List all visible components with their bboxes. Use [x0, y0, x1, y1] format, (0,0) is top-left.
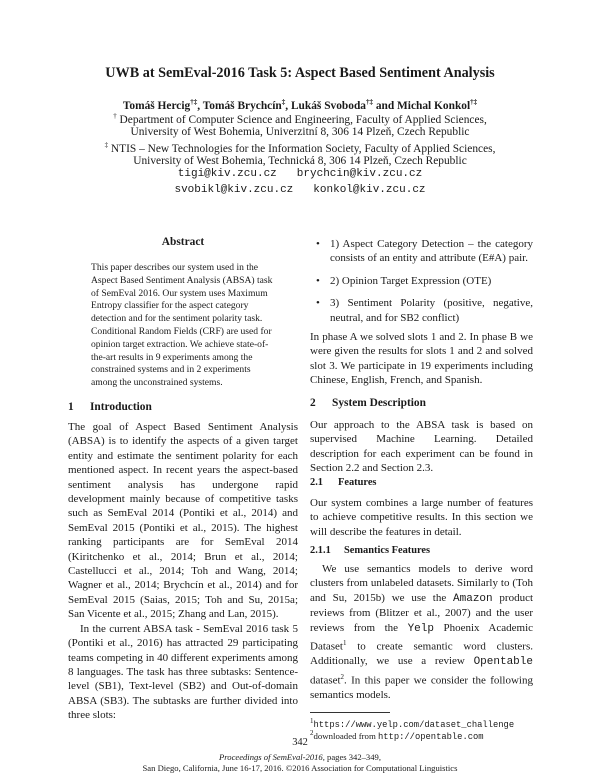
author-mark: †‡ [365, 98, 373, 106]
section-1-body [68, 420, 298, 723]
author-name: Tomáš Brychcín [202, 99, 282, 112]
section-2-body: Our approach to the ABSA task is based on supervised Machine Learning. Detailed description for each experiment can be found in Section 2.2 and Section 2.3. [310, 419, 533, 475]
author-name: Lukáš Svoboda [290, 99, 366, 112]
slot-list [310, 237, 533, 325]
author-mark: †‡ [190, 98, 198, 106]
affiliation-2-line2: University of West Bohemia, Technická 8, 306 14 Plzeň, Czech Republic [133, 155, 467, 167]
affiliation-2-line1: ‡ NTIS – New Technologies for the Information Society, Faculty of Applied Sciences, [104, 141, 496, 155]
author-name: Michal Konkol [397, 99, 471, 112]
footer-line-2: San Diego, California, June 16-17, 2016. ©2016 Association for Computational Linguistics [142, 763, 458, 773]
page-number: 342 [292, 737, 308, 748]
affiliation-1-line2: University of West Bohemia, Univerzitní 8, 306 14 Plzeň, Czech Republic [130, 126, 470, 138]
dataset-name: Amazon [453, 592, 493, 605]
paragraph: In the current ABSA task - SemEval 2016 task 5 (Pontiki et al., 2016) has attracted 29 participating teams competing in 40 different experiments among 8 languages. The task has three subtasks: Sentence-level (SB1), Text-level (SB2) and Out-of-domain ABSA (SB3). The subtasks are further divided into three slots: [68, 622, 298, 722]
author-mark: †‡ [470, 98, 478, 106]
author-list: Tomáš Hercig†‡, Tomáš Brychcín‡, Lukáš Svoboda†‡ and Michal Konkol†‡ [122, 98, 478, 112]
section-2-1-1-heading: 2.1.1 Semantics Features [310, 545, 431, 556]
email-row-2 [0, 184, 600, 196]
abstract-text: This paper describes our system used in the Aspect Based Sentiment Analysis (ABSA) task of SemEval 2016. Our system uses Maximum Entropy classifier for the aspect category detection and for the sentiment polarity task. Conditional Random Fields (CRF) are used for opinion target extraction. We achieve state-of-the-art results in 9 experiments among the constrained systems and in 2 experiments among the unconstrained systems. [91, 262, 273, 389]
email: tigi@kiv.zcu.cz [177, 168, 277, 180]
email: svobikl@kiv.zcu.cz [174, 184, 294, 196]
dataset-name: Yelp [407, 622, 434, 635]
section-2-1-body: Our system combines a large number of features to achieve competitive results. In this section we will describe the features in detail. [310, 497, 533, 538]
abstract-heading: Abstract [161, 236, 205, 248]
email: brychcin@kiv.zcu.cz [296, 168, 423, 180]
footnote-1: $^1$https://www.yelp.com/dataset_challenge [310, 717, 515, 730]
author-mark: ‡ [281, 98, 286, 106]
author-name: Tomáš Hercig [122, 99, 191, 112]
list-item: • 2) Opinion Target Expression (OTE) [316, 274, 492, 287]
section-2-heading: 2 System Description [310, 397, 426, 409]
email: konkol@kiv.zcu.cz [313, 184, 426, 196]
paragraph: The goal of Aspect Based Sentiment Analysis (ABSA) is to identify the aspects of a given target entity and estimate the sentiment polarity for each mentioned aspect. In recent years the aspect-based sentiment analysis has undergone rapid development mainly because of competitive tasks such as SemEval 2014 (Pontiki et al., 2014) and SemEval 2015 (Pontiki et al., 2015). The highest ranking participants are for SemEval 2014 (Kiritchenko et al., 2014; Brun et al., 2014; Castellucci et al., 2014; Toh and Wang, 2014; Wagner et al., 2014; Brychcín et al., 2014) and for SemEval 2015 (Saias, 2015; Toh and Su, 2015a; San Vicente et al., 2015; Zhang and Lan, 2015). [68, 421, 298, 621]
list-item: • 1) Aspect Category Detection – the category consists of an entity and attribute (E#A) pair. [316, 238, 533, 265]
footnote-2: $^2$downloaded from http://opentable.com [310, 729, 484, 742]
section-2-1-heading: 2.1 Features [310, 477, 377, 488]
footer-line-1: Proceedings of SemEval-2016, pages 342–349, [219, 752, 381, 762]
dataset-name: Opentable [473, 656, 533, 669]
footnote-divider [310, 712, 390, 713]
email-row-1 [0, 168, 600, 180]
affiliation-1-line1: † Department of Computer Science and Engineering, Faculty of Applied Sciences, [113, 112, 487, 126]
section-2-1-1-body: We use semantics models to derive word clusters from unlabeled datasets. Similarly to (Toh and Su, 2015b) we use the Amazon product reviews from (Blitzer et al., 2007) and the user reviews from the Yelp Phoenix Academic Dataset$^1$ to create semantic word clusters. Additionally, we use a review Opentable dataset$^2$. In this paper we consider the following semantics models. [310, 563, 534, 701]
paper-title: UWB at SemEval-2016 Task 5: Aspect Based Sentiment Analysis [105, 65, 495, 81]
phase-paragraph: In phase A we solved slots 1 and 2. In phase B we were given the results for slots 1 and 2 and solved slot 3. We participate in 19 experiments including Chinese, English, French, and Spanish. [310, 331, 533, 387]
list-item: • 3) Sentiment Polarity (positive, negative, neutral, and for SB2 conflict) [316, 297, 533, 324]
section-1-heading: 1 Introduction [68, 401, 152, 413]
